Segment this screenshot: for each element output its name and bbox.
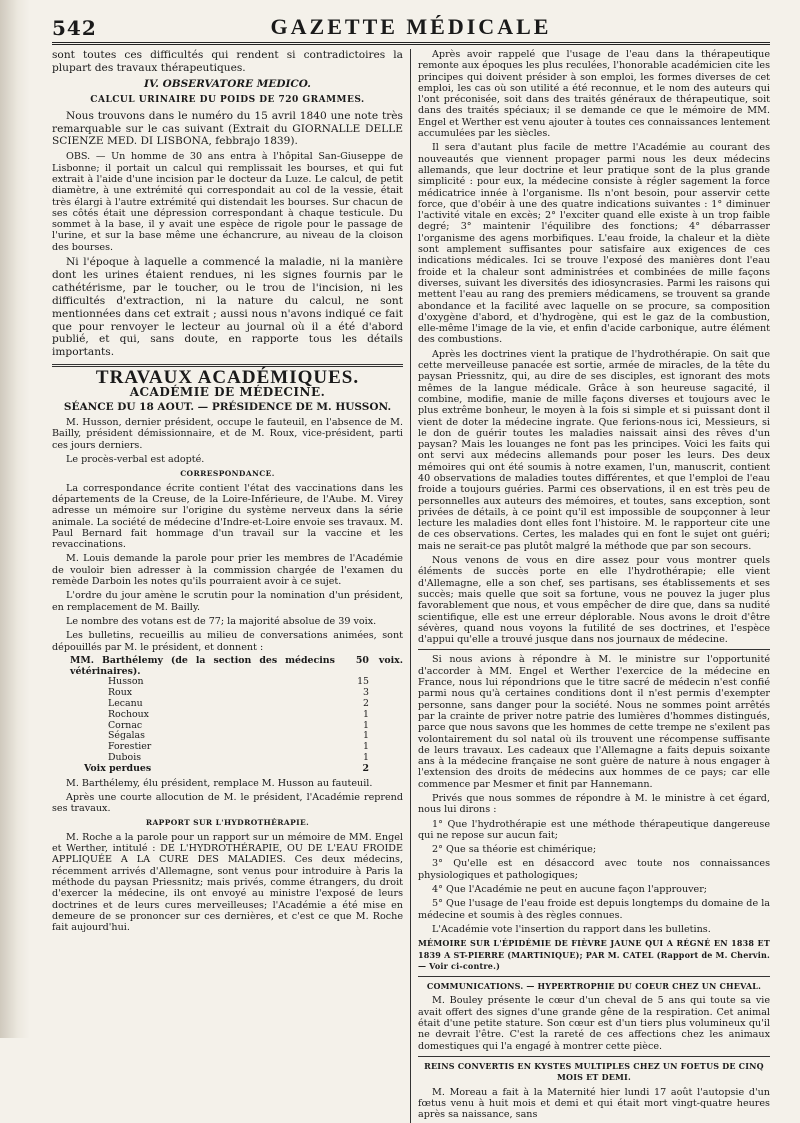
vote-row xyxy=(70,710,403,721)
communications-heading: COMMUNICATIONS. — HYPERTROPHIE DU COEUR CHEZ UN CHEVAL. xyxy=(426,981,762,992)
vote-name: Rochoux xyxy=(108,708,149,720)
paragraph: Si nous avions à répondre à M. le ministre sur l'opportunité d'accorder à MM. Engel et Werther l'exercice de la médecine en France, nous lui répondrions que le titre sacré de médecin n'est confié parmi nous qu'à certaines conditions dont il n'est permis d'exempter personne, sans danger pour la société. Nous ne sommes point arrêtés par la crainte de priver notre patrie des lumières d'hommes distingués, parce que nous savons que les hommes de cette trempe ne s'exilent pas volontairement du sol natal où ils trouvent une récompense suffisante de leurs travaux. Les cadeaux que l'Allemagne a faits depuis soixante ans à la médecine française ne sont guère de nature à nous engager à l'extension des droits de médecins aux hommes de ce pays; car elle commence par Mesmer et finit par Hannemann. xyxy=(418,654,770,790)
rapport-heading: RAPPORT SUR L'HYDROTHÉRAPIE. xyxy=(145,818,310,828)
divider xyxy=(418,976,770,977)
vote-count: 1 xyxy=(363,751,369,763)
paragraph: M. Louis demande la parole pour prier les membres de l'Académie de vouloir bien adresser à la commission chargée de l'examen du remède Darboin les notes qu'ils pourraient avoir à ce sujet. xyxy=(52,553,403,588)
paragraph: M. Husson, dernier président, occupe le fauteuil, en l'absence de M. Bailly, président démissionnaire, et de M. Roux, vice-président, parti ces jours derniers. xyxy=(52,417,403,451)
paragraph: Nous venons de vous en dire assez pour vous montrer quels éléments de succès porte en elle l'hydrothérapie; elle vient d'Allemagne, elle a son chef, ses partisans, ses établissements et ses succès; mais quelle que soit sa fortune, vous ne pouvez la juger plus favorablement que nous, et vous empêcher de dire que, dans sa nudité scientifique, elle est une erreur déplorable. Nous avons le droit d'être sévères, quand nous voyons la futilité de ses doctrines, et l'espèce d'appui qu'elle a trouvé jusque dans nos journaux de médecine. xyxy=(418,555,770,646)
vote-results-table xyxy=(70,656,403,775)
paragraph: M. Roche a la parole pour un rapport sur un mémoire de MM. Engel et Werther, intitulé : DE L'HYDROTHÉRAPIE, OU DE L'EAU FROIDE APPLIQUÉE A LA CURE DES MALADIES. Ces deux médecins, récemment arrivés d'Allemagne, sont venus pour introduire à Paris la méthode du paysan Priessnitz; mais privés, comme étrangers, du droit d'exercer la médecine, ils ont envoyé au ministre l'exposé de leurs doctrines et de leurs cures merveilleuses; l'Académie a été mise en demeure de se prononcer sur ces dernières, et c'est ce que M. Roche fait aujourd'hui. xyxy=(52,831,403,934)
seance-heading: SÉANCE DU 18 AOUT. — PRÉSIDENCE DE M. HUSSON. xyxy=(63,400,392,413)
intro-paragraph: sont toutes ces difficultés qui rendent si contradictoires la plupart des travaux thérapeutiques. xyxy=(52,49,403,74)
memoire-heading: MÉMOIRE SUR L'ÉPIDÉMIE DE FIÈVRE JAUNE QUI A RÉGNÉ EN 1838 ET 1839 A ST-PIERRE (MARTINIQUE); PAR M. CATEL (Rapport de M. Chervin. — Voir ci-contre.) xyxy=(418,938,770,971)
vote-name: Voix perdues xyxy=(84,762,152,774)
left-top-section xyxy=(52,49,403,359)
travaux-heading: TRAVAUX ACADÉMIQUES. xyxy=(95,367,360,389)
conclusion-list xyxy=(418,819,770,921)
list-item: 2° Que sa théorie est chimérique; xyxy=(432,844,597,856)
paragraph: Ni l'époque à laquelle a commencé la maladie, ni la manière dont les urines étaient rendues, ni les signes fournis par le cathétérisme, par le toucher, ou le trou de l'incision, ni les difficultés d'extraction, ni la nature du calcul, ne sont mentionnées dans cet extrait ; aussi nous n'avons indiqué ce fait que pour renvoyer le lecteur au journal où il a été d'abord publié, et qui, sans doute, en rapporte tous les détails importants. xyxy=(52,256,403,359)
paragraph: Il sera d'autant plus facile de mettre l'Académie au courant des nouveautés que viennent propager parmi nous les deux médecins allemands, que leur doctrine et leur pratique sont de la plus grande simplicité : pour eux, la médecine consiste à régler sagement la force médicatrice innée à l'organisme. Ils n'ont besoin, pour asservir cette force, que d'obéir à une des quatre indications suivantes : 1° diminuer l'activité vitale en excès; 2° l'exciter quand elle existe à un trop faible degré; 3° maintenir l'équilibre des fonctions; 4° débarrasser l'organisme des agens morbifiques. L'eau froide, la chaleur et la diète sont amplement suffisantes pour satisfaire aux exigences de ces indications médicales. Ici se trouve l'exposé des manières dont l'eau froide et la chaleur sont administrées et combinées de mille façons diverses, suivant les diversités des idiosyncrasies. Parmi les raisons qui mettent l'eau au rang des premiers médicamens, se trouvent sa grande abondance et la facilité avec laquelle on se procure, sa composition d'oxygène d'abord, et d'hydrogène, qui est le gaz de la combustion, elle-même l'image de la vie, et enfin d'acide carbonique, autre élément des combustions. xyxy=(418,142,770,346)
paragraph: M. Moreau a fait à la Maternité hier lundi 17 août l'autopsie d'un fœtus venu à huit mois et demi et qui était mort vingt-quatre heures après sa naissance, sans xyxy=(418,1086,770,1121)
paragraph: L'Académie vote l'insertion du rapport dans les bulletins. xyxy=(432,923,711,935)
paragraph: Le nombre des votans est de 77; la majorité absolue de 39 voix. xyxy=(66,615,377,627)
vote-row xyxy=(70,764,403,775)
vote-name: Dubois xyxy=(108,751,142,763)
vote-count: 1 xyxy=(363,741,369,753)
paragraph: Après les doctrines vient la pratique de l'hydrothérapie. On sait que cette merveilleuse panacée est sortie, armée de miracles, de la tête du paysan Priessnitz, qui, au dire de ses disciples, est ignorant des mots mêmes de la langue médicale. Grâce à son heureuse sagacité, il combine, modifie, manie de mille façons diverses et toujours avec le plus extrême bonheur, le moyen à la fois si simple et si puissant dont il vient de doter la médecine ingrate. Que ferions-nous ici, Messieurs, si le don de guérir toutes les maladies naissait ainsi des rêves d'un paysan? Mais les louanges ne font pas les principes. Voici les faits qui ont servi aux médecins allemands pour poser les leurs. Des deux mémoires qui ont été soumis à notre examen, l'un, manuscrit, contient 40 observations de maladies toutes différentes, et que l'emploi de l'eau froide a toujours guéries. Parmi ces observations, il en est très peu de personnelles aux auteurs des mémoires, et toutes, sans exception, sont privées de détails, à ce point qu'il est impossible de soupçonner à leur lecture les maladies dont elles font l'histoire. M. le rapporteur cite une de ces observations. Certes, les malades qui en font le sujet ont guéri; mais ne serait-ce pas plutôt malgré la méthode que par son secours. xyxy=(418,348,770,552)
paragraph: Privés que nous sommes de répondre à M. le ministre à cet égard, nous lui dirons : xyxy=(418,793,770,816)
vote-name: Ségalas xyxy=(108,730,145,742)
academie-heading: ACADÉMIE DE MÉDECINE. xyxy=(129,384,326,399)
paragraph: Le procès-verbal est adopté. xyxy=(66,454,205,466)
vote-name: Cornac xyxy=(108,719,143,731)
list-item: 3° Qu'elle est en désaccord avec toute nos connaissances physiologiques et pathologiques; xyxy=(418,858,770,881)
paragraph: La correspondance écrite contient l'état des vaccinations dans les départements de la Creuse, de la Loire-Inférieure, de l'Aube. M. Virey adresse un mémoire sur l'origine du système nerveux dans la série animale. La société de médecine d'Indre-et-Loire envoie ses travaux. M. Paul Bernard fait hommage d'un travail sur la vaccine et les revaccinations. xyxy=(52,482,403,551)
vote-count: 2 xyxy=(362,762,369,774)
vote-count: 1 xyxy=(363,708,369,720)
paragraph: L'ordre du jour amène le scrutin pour la nomination d'un président, en remplacement de M. Bailly. xyxy=(52,590,403,613)
vote-count: 3 xyxy=(363,687,369,699)
vote-unit: voix. xyxy=(378,654,403,666)
vote-name: Lecanu xyxy=(108,697,143,709)
divider xyxy=(418,1056,770,1057)
vote-row xyxy=(70,656,403,678)
vote-count: 1 xyxy=(363,719,369,731)
vote-name: Roux xyxy=(108,687,133,699)
vote-name: Husson xyxy=(108,676,144,688)
paragraph: Après avoir rappelé que l'usage de l'eau dans la thérapeutique remonte aux époques les plus reculées, l'honorable académicien cite les principes qui doivent présider à son emploi, les formes diverses de cet emploi, les cas où son utilité a été reconnue, et le nom des auteurs qui l'ont préconisée, soit dans des traités généraux de thérapeutique, soit dans des traités spéciaux; il se demande ce que le mémoire de MM. Engel et Werther est venu ajouter à toutes ces connaissances lentement accumulées par les siècles. xyxy=(418,49,770,140)
right-column xyxy=(411,49,770,1123)
binding-edge xyxy=(0,0,30,1038)
left-column xyxy=(52,49,411,1123)
observatore-heading: IV. OBSERVATORE MEDICO. xyxy=(144,77,311,90)
calcul-heading: CALCUL URINAIRE DU POIDS DE 720 GRAMMES. xyxy=(90,94,365,105)
list-item: 5° Que l'usage de l'eau froide est depuis longtemps du domaine de la médecine et soumis à des règles connues. xyxy=(418,898,770,921)
list-item: 1° Que l'hydrothérapie est une méthode thérapeutique dangereuse qui ne repose sur aucun fait; xyxy=(418,818,770,841)
reins-heading: REINS CONVERTIS EN KYSTES MULTIPLES CHEZ UN FOETUS DE CINQ MOIS ET DEMI. xyxy=(424,1060,764,1083)
vote-name: Forestier xyxy=(108,741,152,753)
vote-count: 50 xyxy=(355,654,369,666)
paragraph: Après une courte allocution de M. le président, l'Académie reprend ses travaux. xyxy=(52,791,403,815)
page-number: 542 xyxy=(52,16,97,40)
paragraph: Les bulletins, recueillis au milieu de conversations animées, sont dépouillés par M. le président, et donnent : xyxy=(52,630,403,653)
correspondance-heading: CORRESPONDANCE. xyxy=(180,469,275,479)
vote-count: 15 xyxy=(357,676,369,688)
list-item: 4° Que l'Académie ne peut en aucune façon l'approuver; xyxy=(432,884,708,896)
vote-count: 1 xyxy=(363,730,369,742)
observation-paragraph: OBS. — Un homme de 30 ans entra à l'hôpital San-Giuseppe de Lisbonne; il portait un calcul qui remplissait les bourses, et qui fut extrait à l'aide d'une incision par le docteur da Luze. Le calcul, de petit diamètre, à une extrémité qui correspondait au col de la vessie, était très élargi à l'autre extrémité qui distendait les bourses. Sur chacun de ses côtés était une dépression correspondant à chaque testicule. Du sommet à la base, il y avait une espèce de rigole pour le passage de l'urine, et sur la base même une échancrure, au niveau de la cloison des bourses. xyxy=(52,151,403,253)
paragraph: Nous trouvons dans le numéro du 15 avril 1840 une note très remarquable sur le cas suivant (Extrait du GIORNALLE DELLE SCIENZE MED. DI LISBONA, febbrajo 1839). xyxy=(52,109,403,148)
divider xyxy=(418,649,770,650)
two-column-body xyxy=(52,49,770,1123)
vote-name: MM. Barthélemy (de la section des médecins vétérinaires). xyxy=(70,654,335,677)
paragraph: M. Barthélemy, élu président, remplace M. Husson au fauteuil. xyxy=(66,777,373,789)
vote-count: 2 xyxy=(363,697,369,709)
paragraph: M. Bouley présente le cœur d'un cheval de 5 ans qui toute sa vie avait offert des signes d'une grande gêne de la respiration. Cet animal était d'une petite stature. Son cœur est d'un tiers plus volumineux qu'il ne devrait l'être. C'est la rareté de ces affections chez les animaux domestiques qui l'a engagé à montrer cette pièce. xyxy=(418,995,770,1052)
page-header xyxy=(52,14,770,45)
newspaper-title: GAZETTE MÉDICALE xyxy=(270,14,552,39)
